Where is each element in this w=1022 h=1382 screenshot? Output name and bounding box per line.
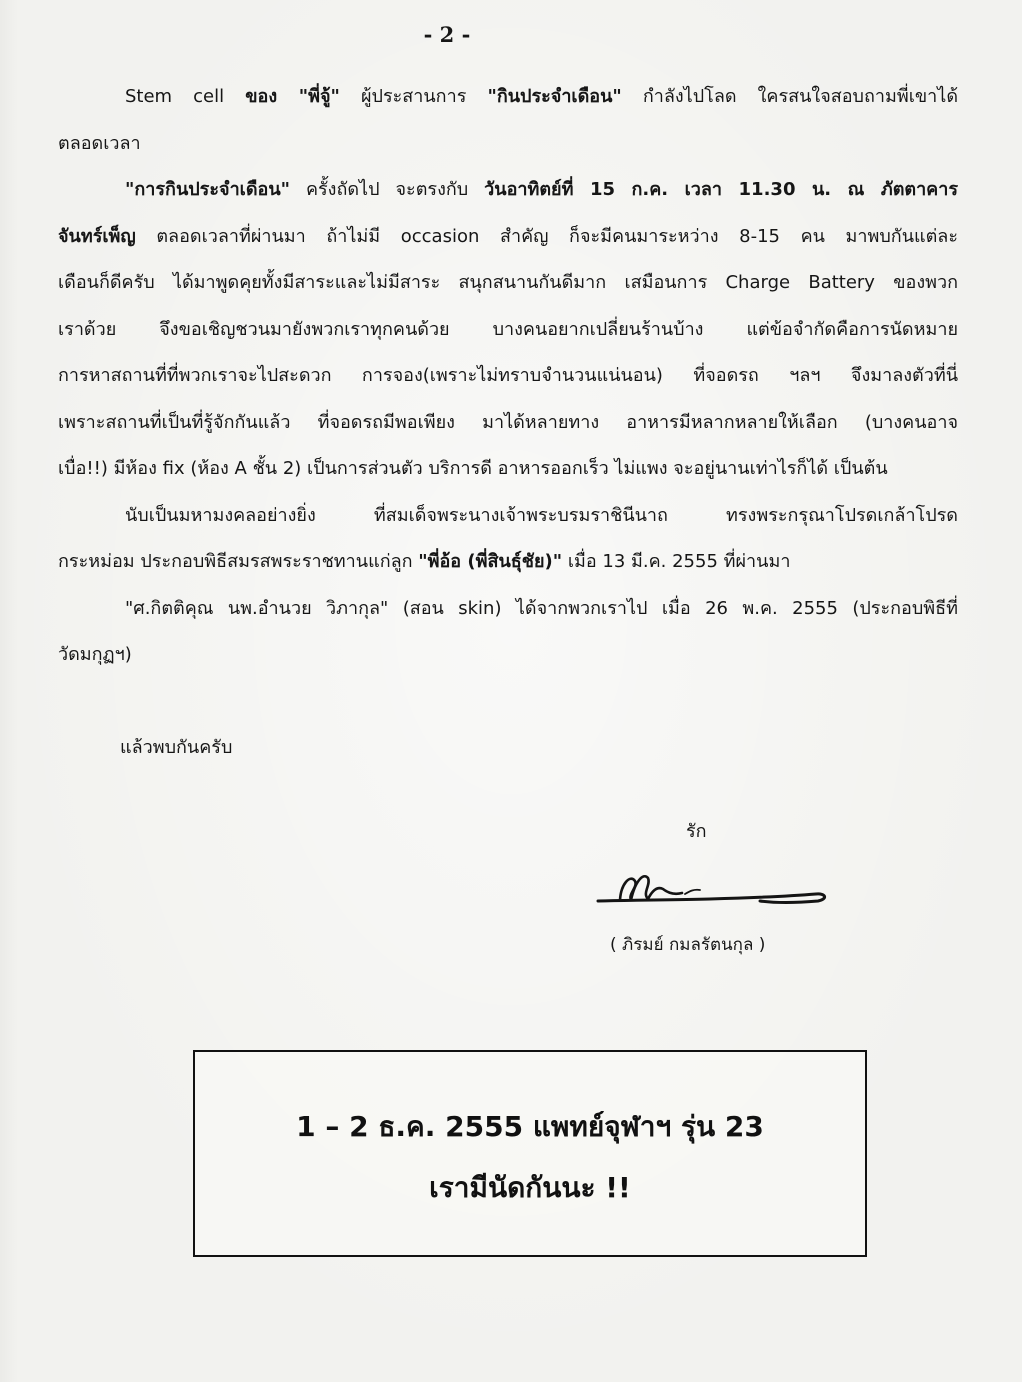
text-segment: "ศ.กิตติคุณ นพ.อำนวย วิภากุล" (สอน skin) ได้จากพวกเราไป เมื่อ 26 พ.ค. 2555 (ประกอบพิธีที่ (125, 597, 958, 619)
text-line (58, 74, 958, 121)
text-segment: ผู้ประสานการ (339, 86, 488, 107)
bold-text: "พี่อ้อ (พี่สินธุ์ชัย)" (418, 551, 563, 572)
text-segment: เพราะสถานที่เป็นที่รู้จักกันแล้ว ที่จอดรถมีพอเพียง มาได้หลายทาง อาหารมีหลากหลายให้เลือก (บางคนอาจ (58, 411, 958, 433)
handwritten-signature (590, 860, 835, 920)
paragraph-royal-wedding (58, 493, 958, 586)
text-segment: ครั้งถัดไป จะตรงกับ (290, 179, 485, 200)
signoff: รัก (686, 821, 707, 842)
text-segment: วัดมกุฏฯ) (58, 644, 132, 665)
notice-box (193, 1050, 867, 1257)
bold-text: ของ "พี่จู้" (245, 86, 340, 107)
text-line (58, 167, 958, 214)
text-line (58, 260, 958, 307)
paragraph-stem-cell (58, 74, 958, 167)
text-segment: เดือนก็ดีครับ ได้มาพูดคุยทั้งมีสาระและไม่มีสาระ สนุกสนานกันดีมาก เสมือนการ Charge Battery ของพวก (58, 272, 958, 293)
text-line (58, 446, 958, 493)
page-number: - 2 - (423, 22, 471, 47)
bold-text: "การกินประจำเดือน" (125, 179, 291, 200)
bold-text: จันทร์เพ็ญ (58, 225, 136, 247)
text-segment: เบื่อ!!) มีห้อง fix (ห้อง A ชั้น 2) เป็นการส่วนตัว บริการดี อาหารออกเร็ว ไม่แพง จะอยู่นานเท่าไรก็ได้ เป็นต้น (58, 458, 888, 479)
text-segment: กระหม่อม ประกอบพิธีสมรสพระราชทานแก่ลูก (58, 551, 419, 572)
notice-date-line: 1 – 2 ธ.ค. 2555 แพทย์จุฬาฯ รุ่น 23 (296, 1110, 764, 1143)
text-line (58, 632, 958, 679)
bold-text: "กินประจำเดือน" (487, 86, 622, 107)
text-segment: กำลังไปโลด ใครสนใจสอบถามพี่เขาได้ (621, 86, 959, 107)
text-segment: ตลอดเวลา (58, 132, 141, 154)
text-line (58, 493, 958, 540)
text-line (58, 214, 958, 261)
paragraph-monthly-meal (58, 167, 958, 493)
bold-text: วันอาทิตย์ที่ 15 ก.ค. เวลา 11.30 น. ณ ภัตตาคาร (484, 179, 958, 200)
text-line (58, 307, 958, 354)
text-segment: นับเป็นมหามงคลอย่างยิ่ง ที่สมเด็จพระนางเจ้าพระบรมราชินีนาถ ทรงพระกรุณาโปรดเกล้าโปรด (125, 504, 958, 526)
text-segment: เราด้วย จึงขอเชิญชวนมายังพวกเราทุกคนด้วย บางคนอยากเปลี่ยนร้านบ้าง แต่ข้อจำกัดคือการนัดหมาย (58, 318, 958, 340)
text-segment: การหาสถานที่ที่พวกเราจะไปสะดวก การจอง(เพราะไม่ทราบจำนวนแน่นอน) ที่จอดรถ ฯลฯ จึงมาลงตัวที่นี่ (58, 365, 958, 386)
text-segment: เมื่อ 13 มี.ค. 2555 ที่ผ่านมา (562, 551, 791, 572)
signer-name: ( ภิรมย์ กมลรัตนกุล ) (610, 935, 766, 955)
notice-appointment-line: เรามีนัดกันนะ !! (429, 1171, 631, 1204)
text-segment: Stem cell (125, 86, 246, 107)
text-line (58, 586, 958, 633)
text-line (58, 400, 958, 447)
paragraph-obituary (58, 586, 958, 679)
letter-body (58, 74, 958, 679)
text-line (58, 539, 958, 586)
text-line (58, 121, 958, 168)
text-segment: ตลอดเวลาที่ผ่านมา ถ้าไม่มี occasion สำคัญ ก็จะมีคนมาระหว่าง 8-15 คน มาพบกันแต่ละ (135, 225, 958, 247)
closing-line: แล้วพบกันครับ (120, 736, 233, 758)
text-line (58, 353, 958, 400)
